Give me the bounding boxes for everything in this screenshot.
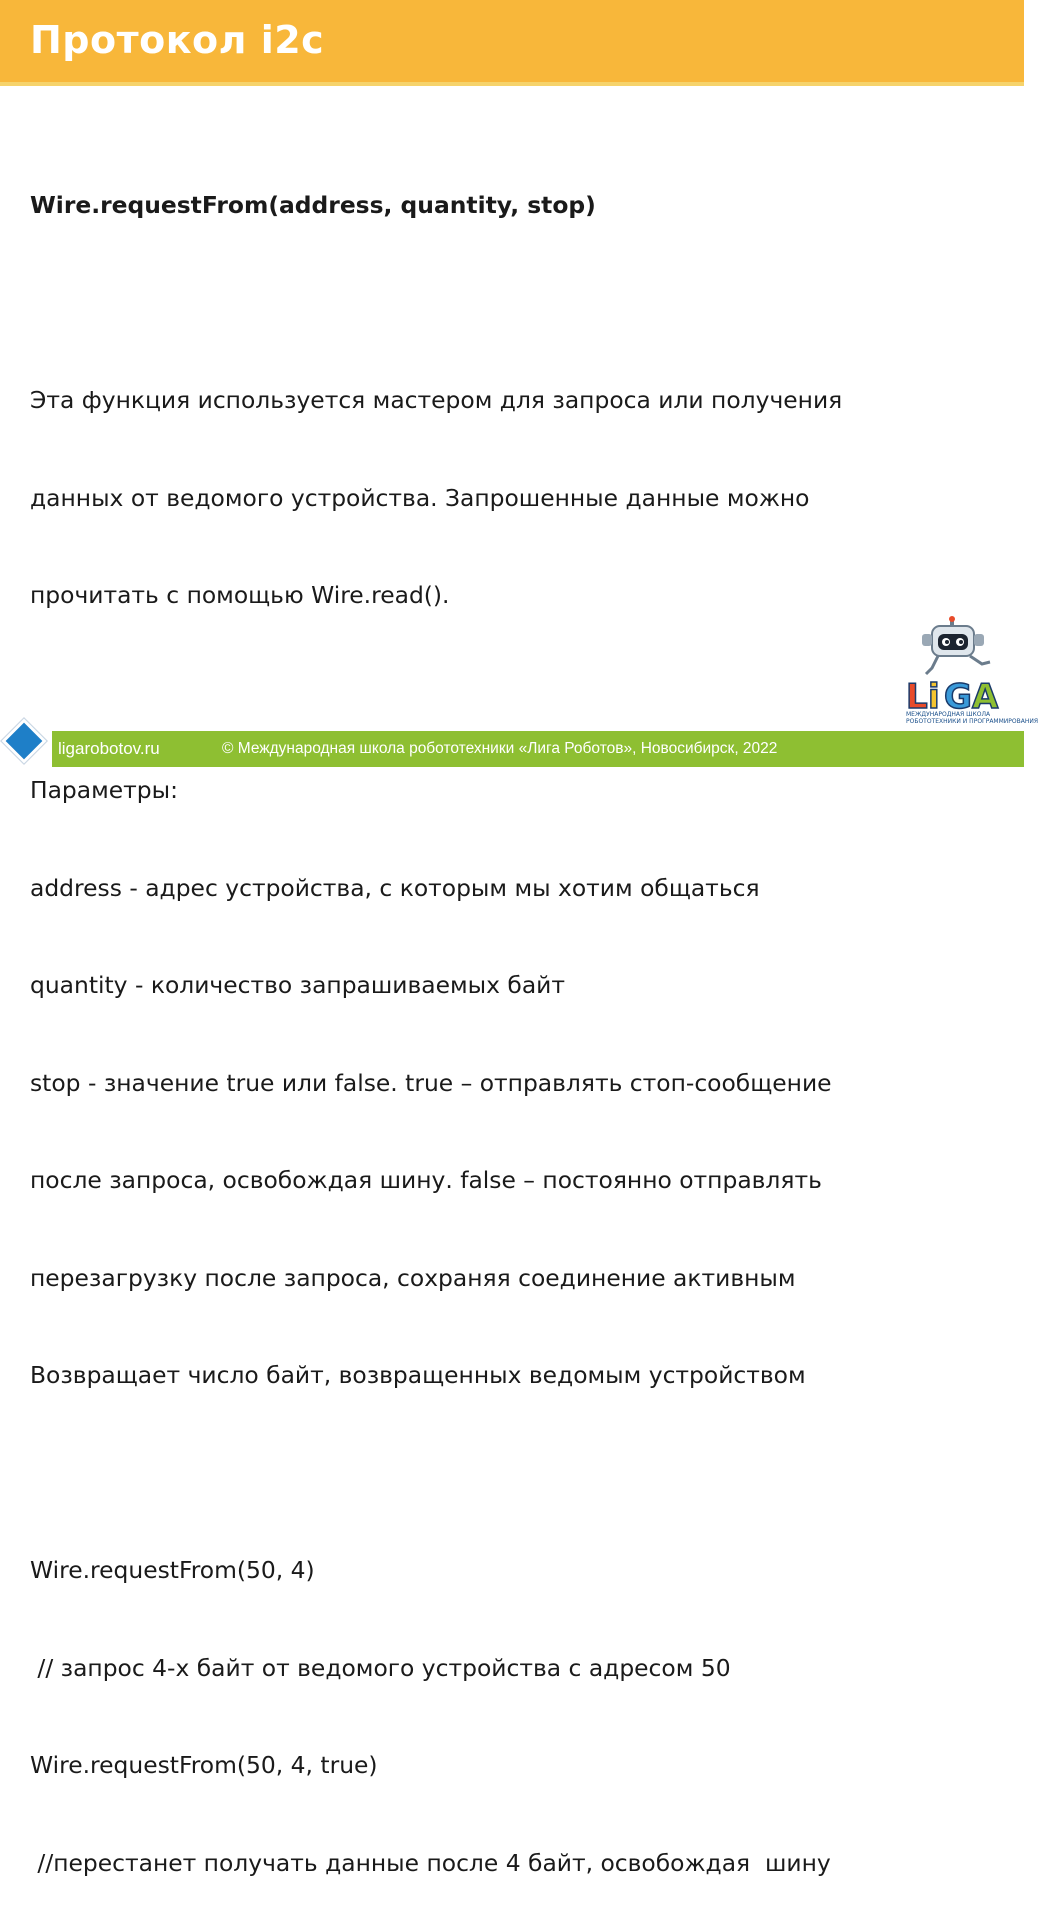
slide-content — [30, 124, 1020, 1912]
blank-line — [30, 677, 1020, 710]
footer-copyright: © Международная школа робототехники «Лига Роботов», Новосибирск, 2022 — [222, 740, 778, 757]
logo-letter-g: G — [944, 677, 972, 717]
param-quantity: quantity - количество запрашиваемых байт — [30, 971, 565, 999]
description-line-2: данных от ведомого устройства. Запрошенные данные можно — [30, 483, 810, 512]
param-stop-line-3: перезагрузку после запроса, сохраняя соединение активным — [30, 1263, 796, 1292]
logo-tagline: РОБОТОТЕХНИКИ И ПРОГРАММИРОВАНИЯ — [906, 718, 1038, 725]
footer-logo-area — [0, 731, 52, 767]
description-line-1: Эта функция используется мастером для запроса или получения — [30, 386, 843, 414]
slide-header — [0, 0, 1024, 82]
example-comment-1: // запрос 4-х байт от ведомого устройства с адресом 50 — [30, 1653, 731, 1682]
param-stop-line-1: stop - значение true или false. true – отправлять стоп-сообщение — [30, 1068, 832, 1097]
function-signature: Wire.requestFrom(address, quantity, stop) — [30, 191, 596, 219]
parameters-heading: Параметры: — [30, 776, 178, 804]
header-divider — [0, 82, 1024, 86]
footer-site-link[interactable]: ligarobotov.ru — [58, 739, 160, 758]
logo-letter-l: L — [906, 677, 928, 717]
example-comment-2: //перестанет получать данные после 4 байт, освобождая шину — [30, 1848, 831, 1877]
logo-tagline: МЕЖДУНАРОДНАЯ ШКОЛА — [906, 711, 991, 718]
slide-footer — [0, 731, 1024, 767]
example-code-2: Wire.requestFrom(50, 4, true) — [30, 1751, 378, 1779]
logo-letter-i: i — [928, 677, 940, 717]
example-code-1: Wire.requestFrom(50, 4) — [30, 1556, 315, 1584]
description-line-3: прочитать с помощью Wire.read(). — [30, 581, 450, 609]
return-value: Возвращает число байт, возвращенных ведомым устройством — [30, 1361, 806, 1389]
logo-letter-a: A — [972, 677, 999, 717]
blank-line — [30, 287, 1020, 320]
param-stop-line-2: после запроса, освобождая шину. false – постоянно отправлять — [30, 1166, 822, 1194]
param-address: address - адрес устройства, с которым мы хотим общаться — [30, 873, 760, 902]
blank-line — [30, 1457, 1020, 1490]
slide-title: Протокол i2c — [30, 18, 325, 62]
